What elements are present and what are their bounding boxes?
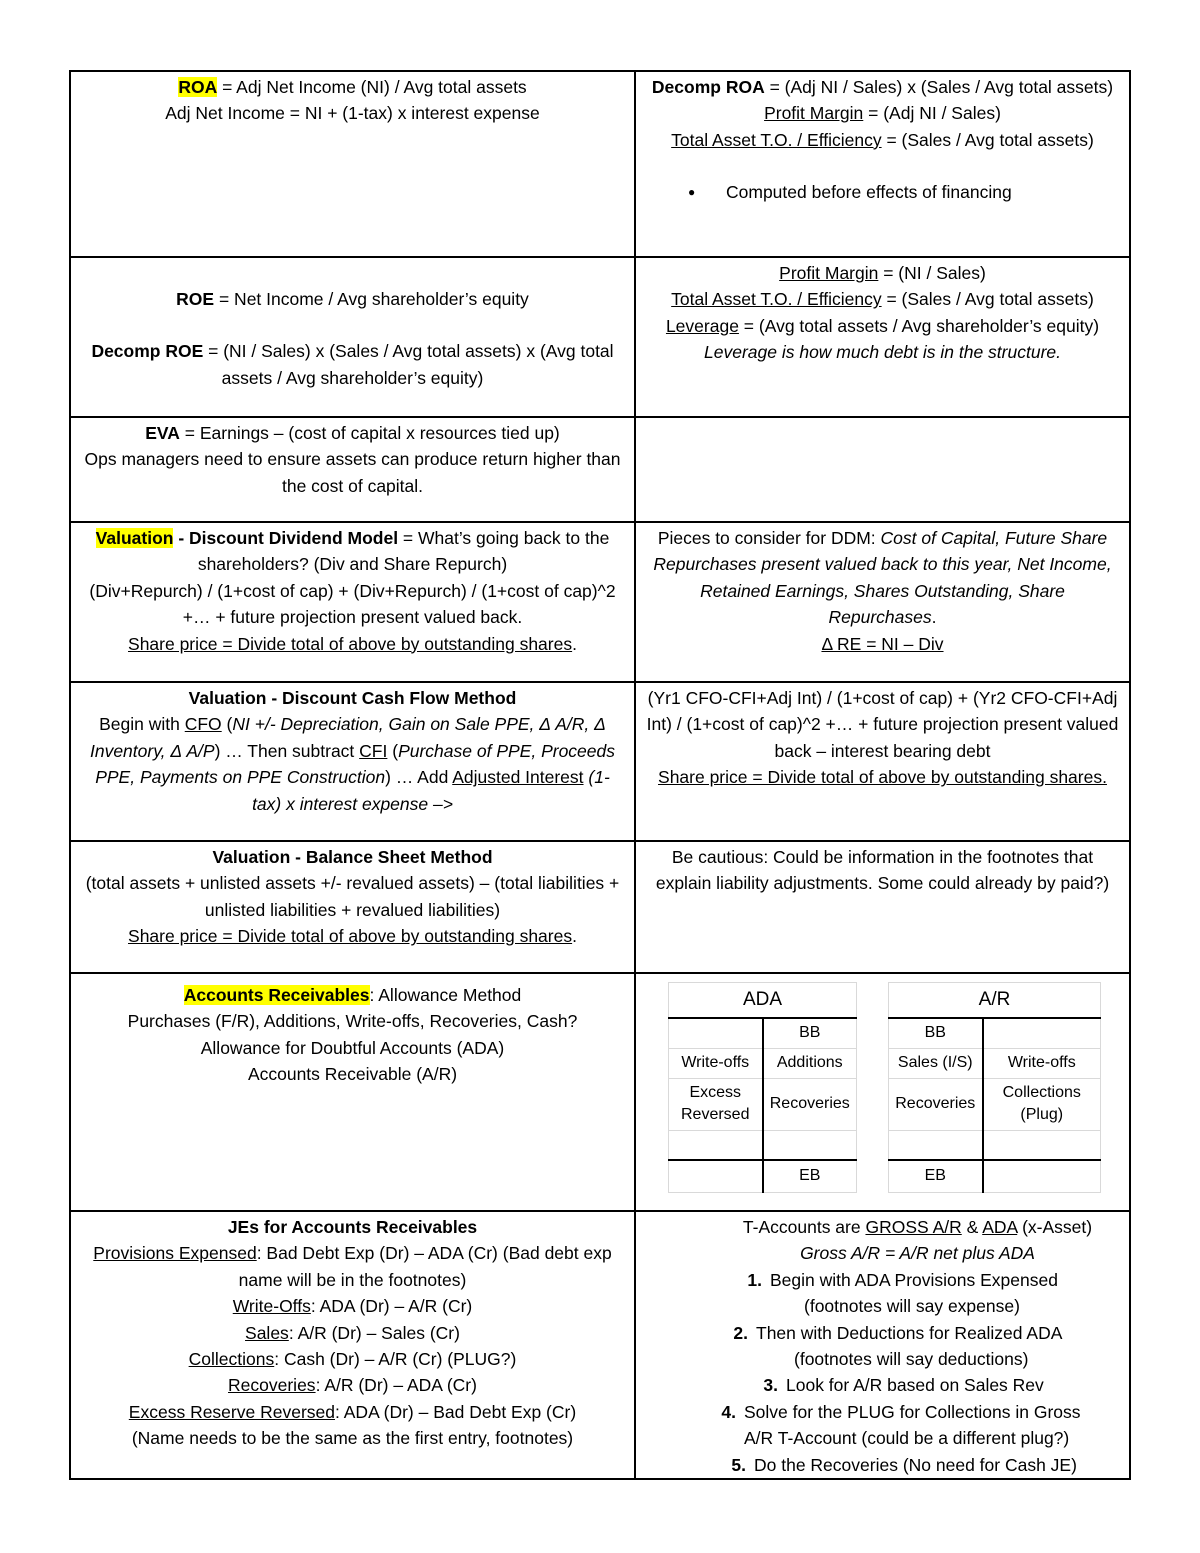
ddm-description: = What’s going back to the shareholders? (Div and Share Repurch) [197, 528, 610, 575]
t-intro-b: (x-Asset) [1017, 1217, 1093, 1237]
je-label: Recoveries [228, 1375, 316, 1396]
step-item [646, 1267, 1119, 1320]
ar-method: : Allowance Method [369, 985, 522, 1005]
je-entry [81, 1346, 624, 1372]
bs-formula: (total assets + unlisted assets +/- revalued assets) – (total liabilities + unlisted liabilities + revalued liabilities) [85, 873, 620, 920]
cell-t-account-steps [635, 1211, 1130, 1479]
je-entry [81, 1240, 624, 1293]
decomp-roe-formula: = (NI / Sales) x (Sales / Avg total assets) x (Avg total assets / Avg shareholder’s equity) [203, 341, 614, 388]
ddm-pieces: Cost of Capital, Future Share Repurchases present valued back to this year, Net Income, Retained Earnings, Shares Outstanding, Share Repurchases [653, 528, 1112, 628]
ddm-pieces-period: . [931, 607, 937, 628]
ar-collections: Collections (Plug) [983, 1078, 1101, 1130]
step-text: Then with Deductions for Realized ADA [756, 1322, 1063, 1343]
step-number: 4. [721, 1401, 736, 1422]
ada-eb: EB [763, 1160, 857, 1192]
leverage-note: Leverage is how much debt is in the structure. [704, 342, 1061, 363]
step-continuation: (footnotes will say deductions) [794, 1349, 1029, 1370]
decomp-roa-formula: = (Adj NI / Sales) x (Sales / Avg total assets) [764, 77, 1114, 97]
cell-roe-components [635, 257, 1130, 417]
adjusted-interest-label: Adjusted Interest [452, 767, 584, 788]
bs-period: . [572, 926, 577, 947]
decomp-roe-label: Decomp ROE [91, 341, 204, 362]
ddm-share-price: Share price = Divide total of above by outstanding shares [128, 633, 573, 654]
cell-t-accounts [635, 973, 1130, 1211]
bs-title: Valuation - Balance Sheet Method [212, 847, 493, 867]
je-label: Provisions Expensed [93, 1243, 257, 1264]
cfo-detail: NI +/- Depreciation, Gain on Sale PPE, Δ A/R, Δ Inventory, Δ A/P [89, 714, 606, 761]
step-item [646, 1452, 1119, 1478]
ada-label: ADA [982, 1217, 1018, 1237]
dcf-title: Valuation - Discount Cash Flow Method [188, 688, 517, 708]
leverage-label: Leverage [665, 315, 739, 336]
ada-title: ADA [669, 983, 857, 1019]
ddm-pieces-intro: Pieces to consider for DDM: [657, 528, 881, 548]
step-continuation: (footnotes will say expense) [804, 1296, 1020, 1317]
step-text: Do the Recoveries (No need for Cash JE) [754, 1454, 1077, 1475]
bs-caution-note: Be cautious: Could be information in the footnotes that explain liability adjustments. Some could already by paid?) [655, 847, 1110, 894]
roe-label: ROE [176, 289, 215, 309]
row-balance-sheet [70, 841, 1130, 973]
eva-formula: = Earnings – (cost of capital x resources tied up) [179, 423, 560, 443]
ada-excess-reversed: Excess Reversed [669, 1078, 763, 1130]
ar-writeoffs: Write-offs [983, 1048, 1101, 1078]
ar-title: A/R [889, 983, 1101, 1019]
ddm-period: . [572, 633, 577, 654]
ar-sales: Sales (I/S) [889, 1048, 983, 1078]
steps-list [646, 1267, 1119, 1478]
gross-ar-definition: Gross A/R = A/R net plus ADA [800, 1243, 1035, 1264]
eva-label: EVA [145, 423, 180, 443]
row-ar [70, 973, 1130, 1211]
cell-roe [70, 257, 635, 417]
row-jes [70, 1211, 1130, 1479]
je-label: Collections [188, 1349, 275, 1370]
ada-additions: Additions [763, 1048, 857, 1078]
row-dcf [70, 682, 1130, 841]
ar-recoveries: Recoveries [889, 1078, 983, 1130]
ada-bb: BB [763, 1018, 857, 1048]
je-text: : Cash (Dr) – A/R (Cr) (PLUG?) [274, 1349, 517, 1370]
cell-dcf: Valuation - Discount Cash Flow Method Begin with CFO (NI +/- Depreciation, Gain on Sale PPE, Δ A/R, Δ Inventory, Δ A/P) … Then subtract CFI (Purchase of PPE, Proceeds PPE, Payments on PPE Construction) … Add Adjusted Interest (1-tax) x interest expense –> [70, 682, 635, 841]
asset-turnover-formula-2: = (Sales / Avg total assets) [881, 289, 1094, 310]
step-text: Look for A/R based on Sales Rev [786, 1375, 1044, 1396]
valuation-label: Valuation [95, 528, 174, 548]
jes-closing-note: (Name needs to be the same as the first entry, footnotes) [131, 1428, 574, 1449]
financing-bullet-list [646, 179, 1119, 205]
t-accounts-table [668, 982, 1101, 1193]
t-amp: & [961, 1217, 983, 1237]
dcf-add: … Add [390, 767, 453, 788]
row-roe [70, 257, 1130, 417]
cfi-label: CFI [359, 740, 388, 761]
roa-formula: = Adj Net Income (NI) / Avg total assets [217, 77, 527, 97]
roe-formula: = Net Income / Avg shareholder’s equity [214, 289, 529, 309]
je-entry [81, 1293, 624, 1319]
step-text: Begin with ADA Provisions Expensed [770, 1269, 1058, 1290]
gross-ar-label: GROSS A/R [865, 1217, 962, 1237]
asset-turnover-label-2: Total Asset T.O. / Efficiency [671, 289, 882, 310]
step-number: 2. [733, 1322, 748, 1343]
cell-ddm-pieces [635, 522, 1130, 682]
eva-note: Ops managers need to ensure assets can produce return higher than the cost of capital. [84, 449, 621, 496]
cell-jes [70, 1211, 635, 1479]
asset-turnover-formula: = (Sales / Avg total assets) [881, 129, 1094, 150]
step-text: Solve for the PLUG for Collections in Gross [744, 1401, 1081, 1422]
cell-ddm [70, 522, 635, 682]
step-item [646, 1320, 1119, 1373]
profit-margin-formula: = (Adj NI / Sales) [863, 103, 1001, 124]
ar-bb: BB [889, 1018, 983, 1048]
cell-balance-sheet [70, 841, 635, 973]
jes-title: JEs for Accounts Receivables [227, 1217, 478, 1237]
je-entry [81, 1399, 624, 1425]
row-ddm [70, 522, 1130, 682]
ddm-method: - Discount Dividend Model [173, 528, 399, 548]
je-text: : Bad Debt Exp (Dr) – ADA (Cr) (Bad debt exp name will be in the footnotes) [238, 1243, 612, 1290]
financing-bullet: ● Computed before effects of financing [646, 179, 1119, 205]
cell-decomp-roa [635, 71, 1130, 257]
ar-line-2: Purchases (F/R), Additions, Write-offs, Recoveries, Cash? [127, 1011, 578, 1032]
je-text: : A/R (Dr) – Sales (Cr) [288, 1322, 460, 1343]
cell-empty [635, 417, 1130, 522]
je-label: Sales [245, 1322, 289, 1343]
row-roa [70, 71, 1130, 257]
step-item [646, 1399, 1119, 1452]
cell-ar [70, 973, 635, 1211]
ar-label: Accounts Receivables [183, 985, 370, 1005]
delta-re-formula: Δ RE = NI – Div [821, 633, 944, 654]
bs-share-price: Share price = Divide total of above by outstanding shares [128, 926, 573, 947]
ada-writeoffs: Write-offs [669, 1048, 763, 1078]
t-intro-a: T-Accounts are [742, 1217, 866, 1237]
dcf-formula: (Yr1 CFO-CFI+Adj Int) / (1+cost of cap) + (Yr2 CFO-CFI+Adj Int) / (1+cost of cap)^2 +… + future projection present valued back – interest bearing debt [646, 688, 1119, 761]
je-label: Write-Offs [232, 1296, 311, 1317]
ar-line-3: Allowance for Doubtful Accounts (ADA) [200, 1037, 505, 1058]
je-label: Excess Reserve Reversed [128, 1401, 335, 1422]
cfo-label: CFO [184, 714, 222, 735]
cell-bs-caution [635, 841, 1130, 973]
je-text: : ADA (Dr) – Bad Debt Exp (Cr) [335, 1401, 577, 1422]
roa-label: ROA [178, 77, 218, 97]
study-sheet-table [69, 70, 1131, 1480]
cfi-detail: Purchase of PPE, Proceeds PPE, Payments on PPE Construction [95, 740, 615, 788]
adj-ni-formula: Adj Net Income = NI + (1-tax) x interest expense [165, 103, 540, 124]
ar-line-4: Accounts Receivable (A/R) [247, 1064, 458, 1085]
ada-recoveries: Recoveries [763, 1078, 857, 1130]
step-item [646, 1372, 1119, 1398]
dcf-share-price: Share price = Divide total of above by outstanding shares. [658, 767, 1107, 788]
je-text: : A/R (Dr) – ADA (Cr) [315, 1375, 477, 1396]
row-eva [70, 417, 1130, 522]
profit-margin-label-2: Profit Margin [779, 263, 879, 283]
asset-turnover-label: Total Asset T.O. / Efficiency [671, 129, 882, 150]
profit-margin-label: Profit Margin [764, 103, 864, 124]
cell-dcf-formula [635, 682, 1130, 841]
dcf-then: … Then subtract [220, 740, 360, 761]
step-number: 1. [747, 1269, 762, 1290]
je-text: : ADA (Dr) – A/R (Cr) [310, 1296, 473, 1317]
je-entry [81, 1372, 624, 1398]
step-number: 5. [731, 1454, 746, 1475]
cell-roa [70, 71, 635, 257]
leverage-formula: = (Avg total assets / Avg shareholder’s equity) [738, 315, 1100, 336]
ar-eb: EB [889, 1160, 983, 1192]
step-continuation: A/R T-Account (could be a different plug?) [744, 1428, 1070, 1449]
cell-eva [70, 417, 635, 522]
step-number: 3. [763, 1375, 778, 1396]
je-entry [81, 1320, 624, 1346]
decomp-roa-label: Decomp ROA [651, 77, 765, 97]
adjusted-interest-detail: (1-tax) x interest expense –> [252, 767, 610, 814]
profit-margin-formula-2: = (NI / Sales) [878, 263, 986, 283]
ddm-formula: (Div+Repurch) / (1+cost of cap) + (Div+Repurch) / (1+cost of cap)^2 +… + future projection present valued back. [89, 580, 616, 628]
dcf-begin: Begin with [99, 714, 185, 735]
